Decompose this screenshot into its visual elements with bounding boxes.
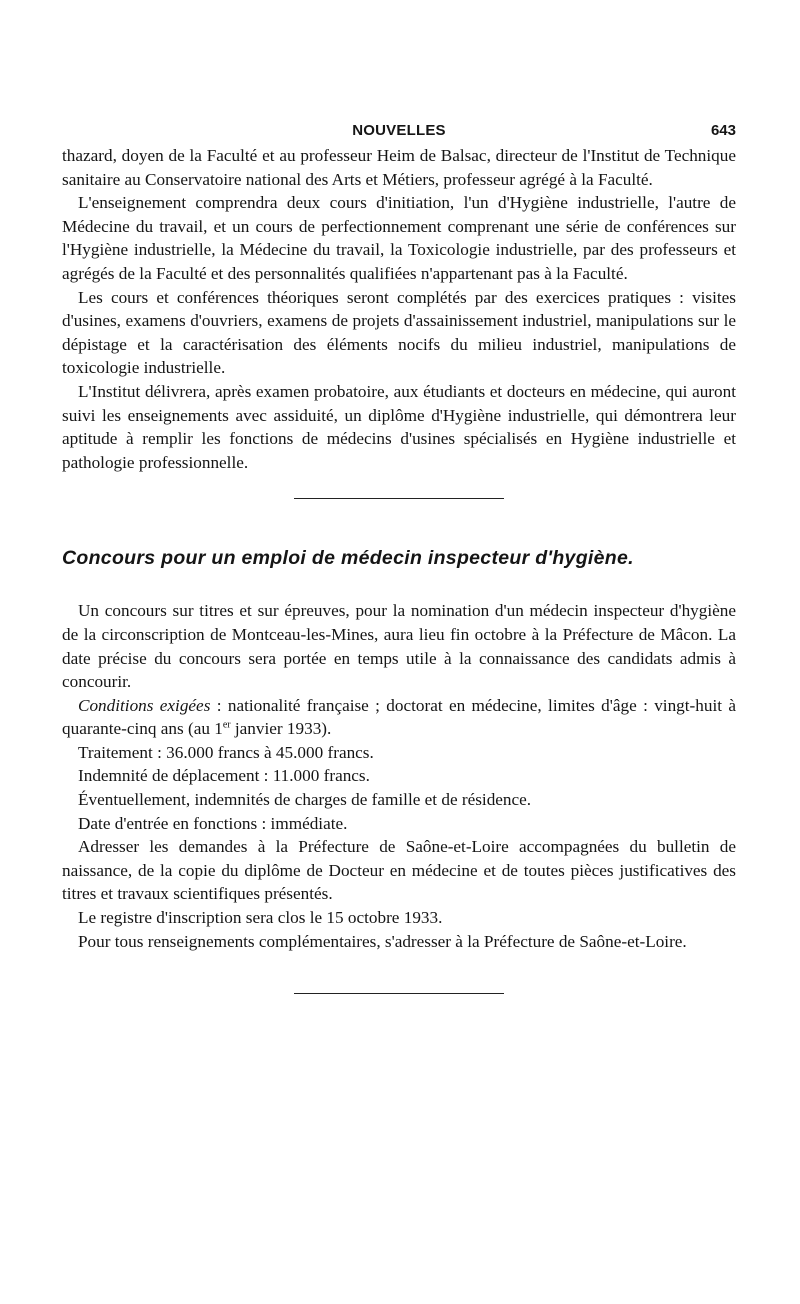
paragraph-eventuellement: Éventuellement, indemnités de charges de famille et de résidence.: [78, 790, 532, 810]
paragraph-continuation: thazard, doyen de la Faculté et au professeur Heim de Balsac, directeur de l'Institut de Technique sanitaire au Conservatoire national des Arts et Métiers, professeur agrégé à la Faculté.: [62, 146, 736, 189]
section-concours-text: [62, 599, 736, 953]
paragraph-diplome: L'Institut délivrera, après examen probatoire, aux étudiants et docteurs en médecine, qui auront suivi les enseignements avec assiduité, un diplôme d'Hygiène industrielle, qui démontrera leur aptitude à remplir les fonctions de médecins d'usines spécialisés en Hygiène industrielle et pathologie professionnelle.: [62, 381, 736, 472]
section-divider-end: [294, 993, 504, 994]
paragraph-indemnite: Indemnité de déplacement : 11.000 francs.: [78, 766, 370, 786]
running-head: [62, 118, 736, 144]
conditions-end: janvier 1933).: [230, 719, 332, 739]
section-heading-concours: Concours pour un emploi de médecin inspecteur d'hygiène.: [62, 547, 634, 570]
section-institut-text: [62, 144, 736, 474]
paragraph-cours: Les cours et conférences théoriques seront complétés par des exercices pratiques : visites d'usines, examens d'ouvriers, examens de projets d'assainissement industriel, manipulations sur le dépistage et la caractérisation des éléments nocifs du milieu industriel, manipulations de toxicologie industrielle.: [62, 287, 736, 378]
paragraph-enseignement: L'enseignement comprendra deux cours d'initiation, l'un d'Hygiène industrielle, l'autre de Médecine du travail, et un cours de perfectionnement comprenant une série de conférences sur l'Hygiène industrielle, la Médecine du travail, la Toxicologie industrielle, par des professeurs et agrégés de la Faculté et des personnalités qualifiées n'appartenant pas à la Faculté.: [62, 193, 736, 283]
conditions-label: Conditions exigées: [78, 695, 211, 715]
conditions-text: : nationalité française ; doctorat en médecine, limites d'âge : vingt-huit à quarante-cinq ans (au 1: [62, 695, 736, 739]
paragraph-renseignements: Pour tous renseignements complémentaires, s'adresser à la Préfecture de Saône-et-Loire.: [78, 931, 687, 951]
running-title: NOUVELLES: [352, 122, 446, 139]
paragraph-registre: Le registre d'inscription sera clos le 15 octobre 1933.: [78, 908, 443, 928]
section-divider: [294, 498, 504, 499]
paragraph-date-entree: Date d'entrée en fonctions : immédiate.: [78, 813, 348, 833]
paragraph-adresser: Adresser les demandes à la Préfecture de Saône-et-Loire accompagnées du bulletin de naissance, de la copie du diplôme de Docteur en médecine et de toutes pièces justificatives des titres et travaux scientifiques présentés.: [62, 837, 736, 904]
page-number: 643: [710, 122, 736, 139]
paragraph-traitement: Traitement : 36.000 francs à 45.000 francs.: [78, 742, 374, 762]
paragraph-concours-intro: Un concours sur titres et sur épreuves, pour la nomination d'un médecin inspecteur d'hygiène de la circonscription de Montceau-les-Mines, aura lieu fin octobre à la Préfecture de Mâcon. La date précise du concours sera portée en temps utile à la connaissance des candidats admis à concourir.: [62, 601, 736, 692]
conditions-superscript: er: [222, 719, 231, 731]
page: [62, 118, 736, 994]
paragraph-conditions: [62, 694, 736, 741]
